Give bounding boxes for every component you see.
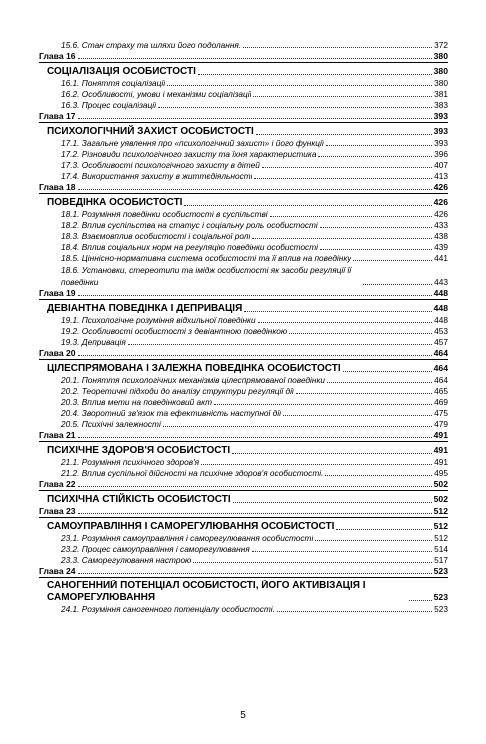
toc-entry-page: 396 [434,149,448,159]
toc-entry-title: Глава 19 [39,288,76,298]
toc-title-row [39,65,448,78]
toc-entry-title: 19.1. Психологічне розуміння відхильної поведінки [61,315,256,325]
toc-entry-title: 17.2. Різновиди психологічного захисту та їхня характеристика [61,149,317,159]
toc-entry-title: 23.2. Процес самоуправління і саморегулювання [61,544,250,554]
toc-entry-title: 21.1. Розуміння психічного здоров'я [61,457,200,467]
toc-sub-row [39,337,448,348]
page-number: 5 [240,710,246,721]
dot-leader [320,227,432,228]
toc-entry-page: 517 [434,555,448,565]
dot-leader [78,355,432,356]
toc-entry-title: 20.2. Теоретичні підходи до аналізу структури регуляції дії [61,386,294,396]
toc-entry-title: САМОУПРАВЛІННЯ І САМОРЕГУЛЮВАННЯ ОСОБИСТОСТІ [47,521,335,532]
table-of-contents [39,40,448,615]
toc-sub-row [39,138,448,149]
dot-leader [167,85,432,86]
toc-entry-page: 491 [433,430,448,440]
dot-leader [214,404,432,405]
toc-entry-page: 413 [434,171,448,181]
toc-entry-page: 393 [433,111,448,121]
toc-entry-title: Глава 16 [39,51,76,61]
toc-entry-title: 23.1. Розуміння самоуправління і саморегулювання особистості [61,533,314,543]
toc-sub-row [39,149,448,160]
toc-sub-row [39,89,448,100]
toc-entry-title: 19.3. Депривація [61,337,126,347]
dot-leader [326,145,432,146]
toc-sub-row [39,544,448,555]
toc-entry-page: 381 [434,89,448,99]
toc-entry-title: ДЕВІАНТНА ПОВЕДІНКА І ДЕПРИВАЦІЯ [47,303,243,314]
toc-sub-row [39,242,448,253]
toc-entry-page: 439 [434,242,448,252]
toc-sub-row [39,457,448,468]
toc-entry-title: Глава 23 [39,506,76,516]
toc-title-row [39,520,448,533]
toc-title-row [39,362,448,375]
toc-entry-page: 491 [433,445,448,455]
dot-leader [363,284,432,285]
dot-leader [128,344,432,345]
dot-leader [252,551,432,552]
toc-entry-page: 491 [434,457,448,467]
toc-entry-page: 464 [434,375,448,385]
toc-title-row [39,125,448,138]
toc-entry-title: 16.2. Особливості, умови і механізми соціалізації [61,89,252,99]
toc-entry-title: 24.1. Розуміння саногенного потенціалу особистості. [61,604,275,614]
toc-entry-title: Глава 21 [39,430,76,440]
toc-entry-page: 372 [434,40,448,50]
toc-entry-page: 383 [434,100,448,110]
dot-leader [353,260,432,261]
toc-title-row [39,444,448,457]
toc-entry-page: 523 [433,592,448,602]
toc-sub-row [39,533,448,544]
toc-entry-page: 512 [433,521,448,531]
dot-leader [325,475,432,476]
dot-leader [252,238,432,239]
toc-sub-row [39,397,448,408]
toc-entry-page: 495 [434,468,448,478]
toc-entry-page: 464 [433,363,448,373]
toc-chapter-row [39,182,448,194]
toc-entry-title: ПСИХОЛОГІЧНИЙ ЗАХИСТ ОСОБИСТОСТІ [47,126,254,137]
toc-entry-page: 433 [434,220,448,230]
dot-leader [78,58,432,59]
dot-leader [78,513,432,514]
toc-entry-page: 426 [434,209,448,219]
dot-leader [163,426,432,427]
toc-entry-page: 469 [434,397,448,407]
dot-leader [254,178,432,179]
dot-leader [78,118,432,119]
toc-entry-title: 18.3. Взаємовплив особистості і соціальної ролі [61,231,251,241]
toc-entry-page: 514 [434,544,448,554]
dot-leader [78,437,432,438]
toc-entry-title: 18.5. Ціннісно-нормативна система особистості та її вплив на поведінку [61,253,352,263]
toc-entry-title: ПСИХІЧНА СТІЙКІСТЬ ОСОБИСТОСТІ [47,494,231,505]
dot-leader [193,562,432,563]
toc-sub-row [39,604,448,615]
toc-entry-title: Глава 17 [39,111,76,121]
toc-chapter-row [39,506,448,518]
toc-entry-title: Глава 18 [39,182,76,192]
toc-entry-page: 523 [433,566,448,576]
dot-leader [343,371,432,372]
toc-entry-title: 20.5. Психічні залежності [61,419,161,429]
toc-sub-row [39,253,448,264]
toc-entry-title: 16.1. Поняття соціалізації [61,78,166,88]
toc-entry-page: 443 [434,277,448,287]
dot-leader [244,311,431,312]
toc-sub-row [39,160,448,171]
toc-entry-page: 475 [434,408,448,418]
toc-sub-row [39,408,448,419]
toc-entry-page: 457 [434,337,448,347]
toc-entry-title: 17.3. Особливості психологічного захисту в дітей [61,160,260,170]
toc-sub-row [39,468,448,479]
toc-entry-title: Глава 20 [39,348,76,358]
toc-chapter-row [39,348,448,360]
toc-entry-page: 464 [433,348,448,358]
toc-entry-page: 426 [433,182,448,192]
toc-entry-title: ПОВЕДІНКА ОСОБИСТОСТІ [47,197,183,208]
toc-chapter-row [39,288,448,300]
toc-entry-page: 441 [434,253,448,263]
toc-entry-title: 20.1. Поняття психологічних механізмів цілеспрямованої поведінки [61,375,325,385]
toc-sub-row [39,315,448,326]
toc-sub-row [39,100,448,111]
toc-entry-page: 512 [434,533,448,543]
toc-entry-title: Глава 24 [39,566,76,576]
dot-leader [253,96,432,97]
toc-title-row [39,493,448,506]
toc-entry-page: 502 [433,479,448,489]
dot-leader [296,393,432,394]
dot-leader [78,295,432,296]
toc-entry-page: 453 [434,326,448,336]
dot-leader [289,333,432,334]
toc-chapter-row [39,111,448,123]
dot-leader [158,107,432,108]
dot-leader [243,47,432,48]
dot-leader [256,134,432,135]
dot-leader [78,486,432,487]
toc-entry-page: 393 [434,138,448,148]
dot-leader [78,189,432,190]
toc-entry-page: 380 [433,51,448,61]
toc-sub-row [39,40,448,51]
toc-title-row [39,580,448,604]
toc-entry-page: 438 [434,231,448,241]
toc-entry-title: СОЦІАЛІЗАЦІЯ ОСОБИСТОСТІ [47,66,196,77]
toc-entry-page: 523 [434,604,448,614]
toc-entry-page: 448 [433,303,448,313]
toc-entry-title: 18.2. Вплив суспільства на статус і соціальну роль особистості [61,220,318,230]
dot-leader [283,415,432,416]
toc-entry-title: 19.2. Особливості особистості з девіантною поведінкою [61,326,288,336]
toc-chapter-row [39,51,448,63]
toc-entry-page: 479 [434,419,448,429]
toc-entry-title: ПСИХІЧНЕ ЗДОРОВ'Я ОСОБИСТОСТІ [47,445,231,456]
toc-entry-page: 465 [434,386,448,396]
toc-entry-page: 426 [433,197,448,207]
toc-sub-row [39,209,448,220]
toc-entry-page: 448 [433,288,448,298]
dot-leader [270,216,433,217]
toc-entry-title: 16.3. Процес соціалізації [61,100,156,110]
toc-entry-title: ЦІЛЕСПРЯМОВАНА І ЗАЛЕЖНА ПОВЕДІНКА ОСОБИСТОСТІ [47,363,341,374]
toc-sub-row [39,419,448,430]
toc-entry-title: 23.3. Саморегулювання настрою [61,555,192,565]
toc-title-row [39,196,448,209]
dot-leader [315,540,432,541]
dot-leader [277,611,432,612]
toc-entry-title: САНОГЕННИЙ ПОТЕНЦІАЛ ОСОБИСТОСТІ, ЙОГО АКТИВІЗАЦІЯ І САМОРЕГУЛЮВАННЯ [47,580,366,603]
toc-entry-title: 17.1. Загальне уявлення про «психологічний захист» і його функції [61,138,324,148]
dot-leader [336,529,431,530]
dot-leader [409,600,432,601]
toc-entry-page: 380 [433,66,448,76]
dot-leader [258,322,433,323]
toc-entry-page: 512 [433,506,448,516]
dot-leader [201,464,432,465]
toc-entry-page: 502 [433,494,448,504]
dot-leader [327,382,432,383]
toc-sub-row [39,231,448,242]
toc-entry-title: 18.6. Установки, стереотипи та імідж особистості як засоби регуляції її поведінки [61,265,352,287]
dot-leader [198,74,432,75]
toc-entry-title: 18.4. Вплив соціальних норм на регуляцію поведінки особистості [61,242,318,252]
toc-sub-row [39,220,448,231]
dot-leader [318,156,432,157]
toc-entry-title: 17.4. Використання захисту в життєдіяльності [61,171,253,181]
toc-chapter-row [39,566,448,578]
toc-entry-title: Глава 22 [39,479,76,489]
toc-entry-page: 407 [434,160,448,170]
dot-leader [262,167,432,168]
toc-entry-title: 20.3. Вплив мети на поведінковий акт [61,397,213,407]
toc-sub-row [39,264,448,288]
toc-sub-row [39,375,448,386]
dot-leader [184,205,431,206]
toc-entry-title: 20.4. Зворотний зв'язок та ефективність наступної дії [61,408,281,418]
dot-leader [233,502,432,503]
toc-entry-title: 15.6. Стан страху та шляхи його подолання. [61,40,242,50]
toc-sub-row [39,555,448,566]
dot-leader [232,453,431,454]
toc-entry-page: 393 [433,126,448,136]
toc-title-row [39,302,448,315]
toc-entry-title: 18.1. Розуміння поведінки особистості в суспільстві [61,209,268,219]
toc-chapter-row [39,430,448,442]
toc-sub-row [39,171,448,182]
toc-sub-row [39,78,448,89]
toc-entry-page: 380 [434,78,448,88]
dot-leader [78,573,432,574]
toc-chapter-row [39,479,448,491]
toc-sub-row [39,386,448,397]
dot-leader [320,249,432,250]
toc-entry-title: 21.2. Вплив суспільної дійсності на психічне здоров'я особистості. [61,468,324,478]
toc-entry-page: 448 [434,315,448,325]
toc-sub-row [39,326,448,337]
